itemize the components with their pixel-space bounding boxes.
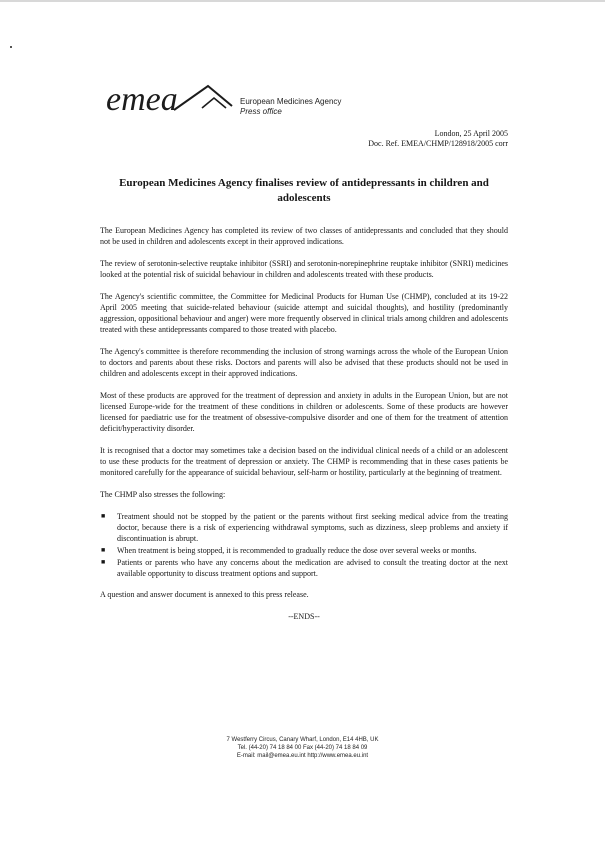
paragraph: The review of serotonin-selective reuptake inhibitor (SSRI) and serotonin-norepinephrine reuptake inhibitor (SNRI) medicines looked at the potential risk of suicidal behaviour in children and adolescents treated with these products. — [100, 259, 508, 279]
press-office-label: Press office — [240, 107, 282, 116]
paragraph: The Agency's scientific committee, the Committee for Medicinal Products for Human Use (CHMP), concluded at its 19-22 April 2005 meeting that suicide-related behaviour (suicide attempt and suicidal thoughts), and hostility (predominantly aggression, oppositional behaviour and anger) were more frequently observed in clinical trials among children and adolescents treated with these antidepressants compared to those treated with placebo. — [100, 292, 508, 334]
bullet-icon: ■ — [101, 512, 106, 520]
ends-marker: --ENDS-- — [288, 612, 320, 621]
list-item-text: Patients or parents who have any concerns about the medication are advised to consult the treating doctor at the next available opportunity to discuss treatment options and support. — [117, 558, 508, 578]
footer-contact: E-mail: mail@emea.eu.int http://www.emea.eu.int — [236, 753, 369, 759]
paragraph: The European Medicines Agency has completed its review of two classes of antidepressants and concluded that they should not be used in children and adolescents except in their approved indications. — [100, 226, 508, 246]
agency-block — [240, 97, 341, 117]
paragraph: Most of these products are approved for the treatment of depression and anxiety in adults in the European Union, but are not licensed Europe-wide for the treatment of these conditions in children or adolescents. Some of these products are however licensed for paediatric use for the treatment of obsessive-compulsive disorder and one of them for the treatment of attention deficit/hyperactivity disorder. — [100, 391, 508, 433]
date-reference-block — [368, 129, 508, 149]
scan-top-edge — [0, 0, 605, 2]
bullet-icon: ■ — [101, 558, 106, 566]
list-item-text: When treatment is being stopped, it is recommended to gradually reduce the dose over several weeks or months. — [117, 546, 477, 555]
release-date: London, 25 April 2005 — [434, 129, 508, 138]
footer-phone: Tel. (44-20) 74 18 84 00 Fax (44-20) 74 18 84 09 — [237, 745, 368, 751]
paragraph: The Agency's committee is therefore recommending the inclusion of strong warnings across the whole of the European Union to doctors and parents about these risks. Doctors and parents will also be advised that these products should not be used in children and adolescents except in their approved indications. — [100, 347, 508, 378]
page-title: European Medicines Agency finalises review of antidepressants in children and adolescents — [119, 177, 489, 204]
logo-wordmark: emea — [106, 81, 178, 116]
document-reference: Doc. Ref. EMEA/CHMP/128918/2005 corr — [368, 139, 508, 148]
agency-name: European Medicines Agency — [240, 97, 342, 106]
list-item-text: Treatment should not be stopped by the patient or the parents without first seeking medical advice from the treating doctor, because there is a risk of experiencing withdrawal symptoms, such as dizziness, sleep problems and anxiety if discontinuation is abrupt. — [117, 512, 508, 543]
list-item — [100, 557, 508, 579]
bullet-icon: ■ — [101, 546, 106, 554]
paragraph: It is recognised that a doctor may sometimes take a decision based on the individual clinical needs of a child or an adolescent to use these products for the treatment of depression or anxiety. The CHMP is recommending that in these cases patients be monitored carefully for the appearance of suicidal behaviour, self-harm or hostility, particularly at the beginning of treatment. — [100, 446, 508, 477]
footer — [0, 736, 605, 760]
logo-swoosh-inner — [202, 98, 226, 108]
list-item — [100, 545, 508, 556]
footer-address: 7 Westferry Circus, Canary Wharf, London, E14 4HB, UK — [226, 737, 379, 743]
paragraph: The CHMP also stresses the following: — [100, 490, 226, 499]
release-body — [100, 225, 508, 622]
list-item — [100, 511, 508, 544]
scan-speck — [10, 46, 12, 48]
emea-logo — [104, 80, 239, 116]
recommendations-list — [100, 511, 508, 579]
closing-note: A question and answer document is annexed to this press release. — [100, 590, 309, 599]
